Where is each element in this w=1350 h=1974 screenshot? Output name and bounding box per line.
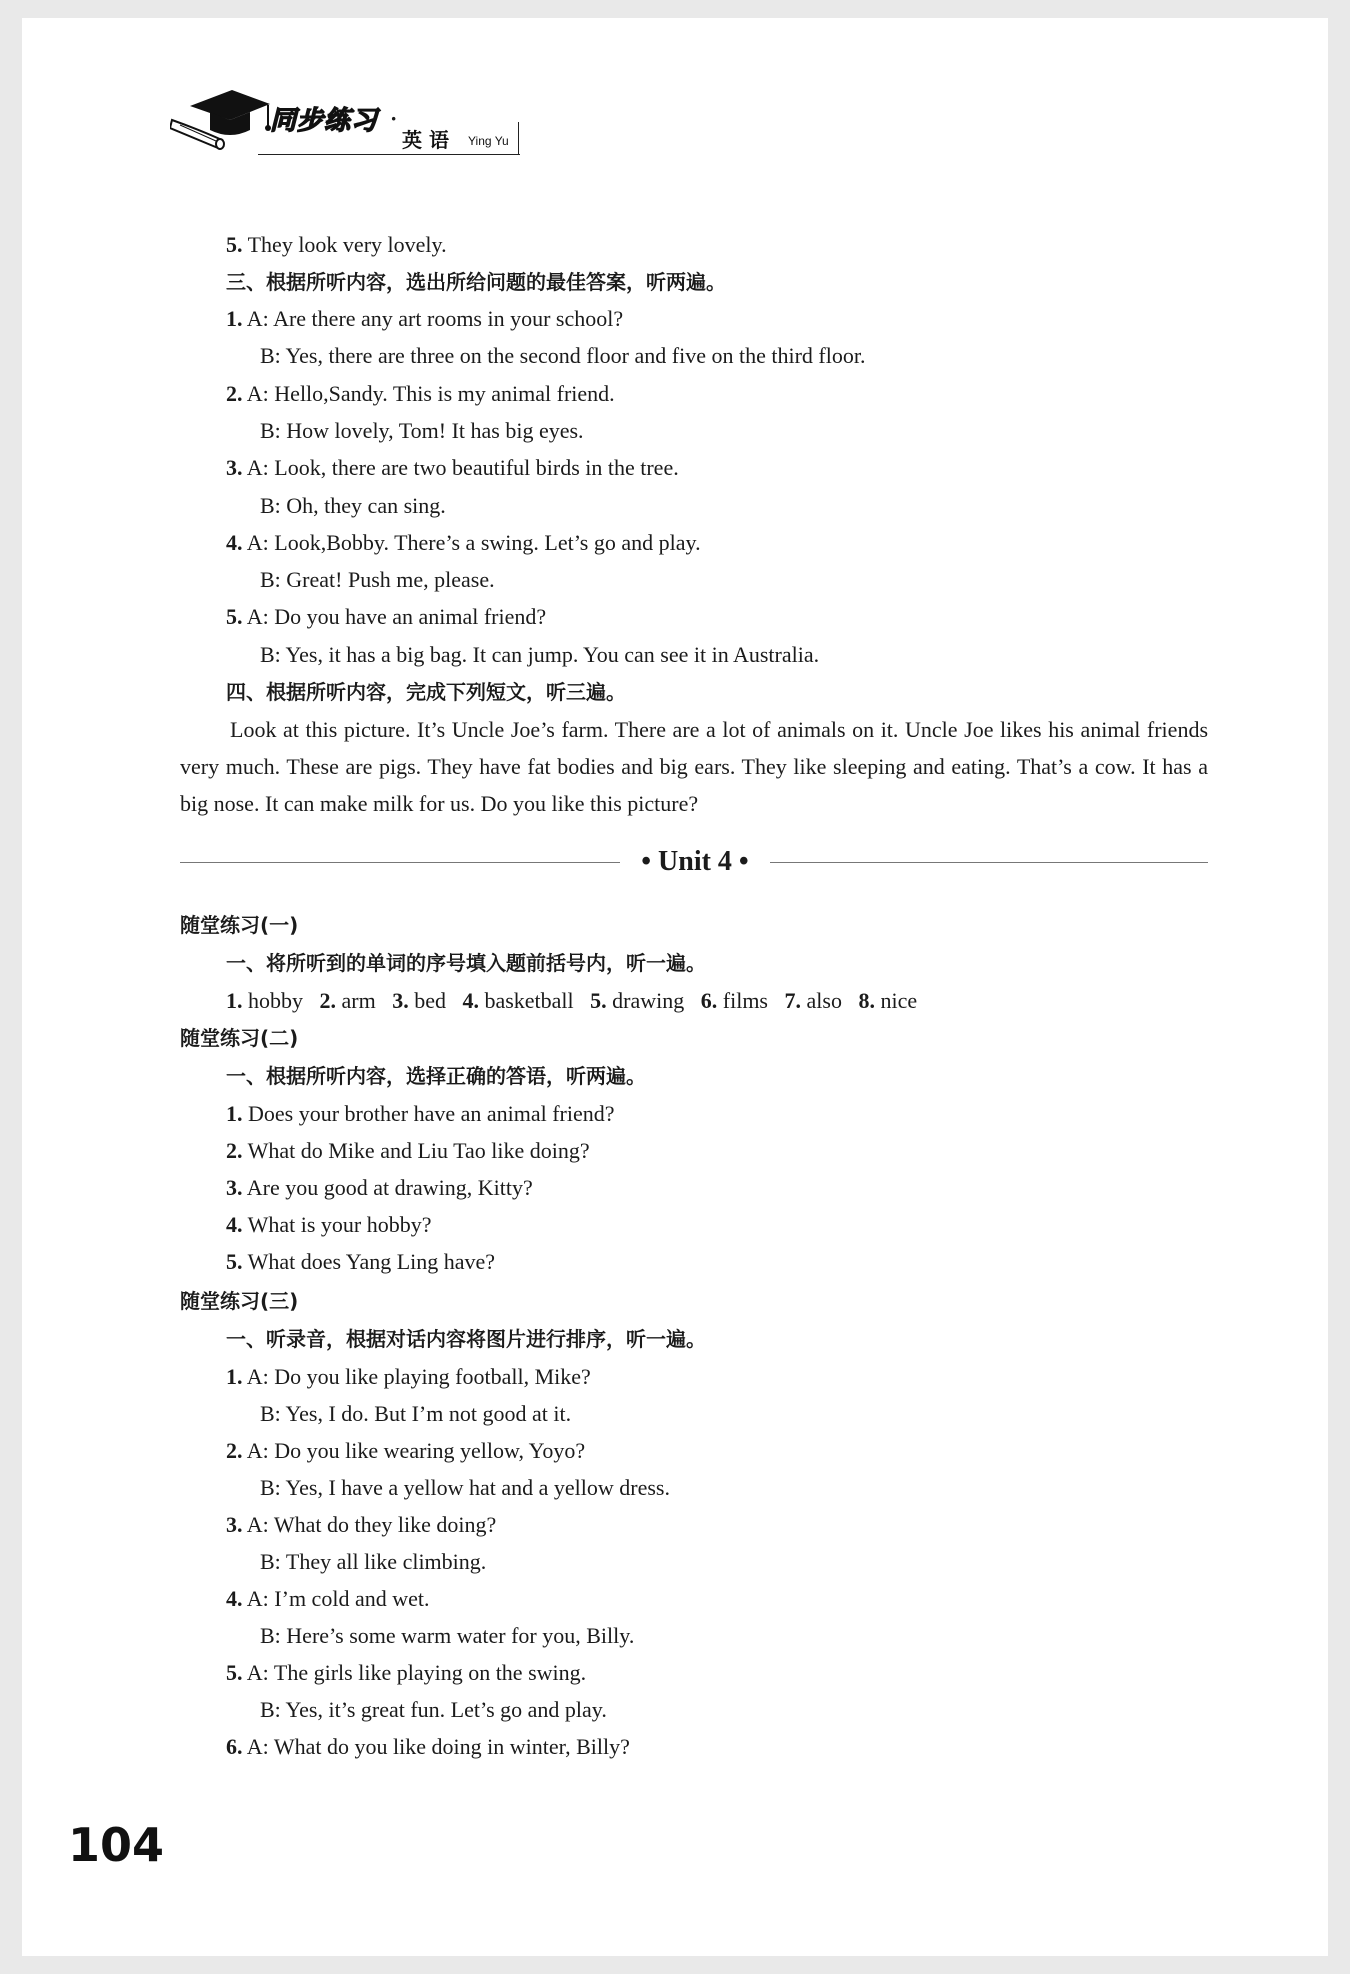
list-item: 2. A: Hello,Sandy. This is my animal friend. xyxy=(226,381,615,406)
list-item-reply: B: Oh, they can sing. xyxy=(260,493,446,518)
subject-pinyin: Ying Yu xyxy=(468,134,509,148)
list-item-reply: B: Yes, it has a big bag. It can jump. You can see it in Australia. xyxy=(260,642,820,667)
list-item: 1. A: Do you like playing football, Mike? xyxy=(226,1364,591,1389)
exercise-title: 随堂练习(三) xyxy=(180,1289,299,1313)
list-item: 3. A: What do they like doing? xyxy=(226,1512,497,1537)
graduation-cap-icon xyxy=(170,78,280,158)
section-heading: 四、根据所听内容，完成下列短文，听三遍。 xyxy=(226,680,626,704)
list-item: 4. A: Look,Bobby. There’s a swing. Let’s go and play. xyxy=(226,530,701,555)
list-item: 2. What do Mike and Liu Tao like doing? xyxy=(226,1138,590,1163)
list-item: 5. A: Do you have an animal friend? xyxy=(226,604,547,629)
list-item-reply: B: Yes, I do. But I’m not good at it. xyxy=(260,1401,572,1426)
page-number: 104 xyxy=(68,1818,165,1872)
list-item: 4. A: I’m cold and wet. xyxy=(226,1586,430,1611)
list-item-reply: B: How lovely, Tom! It has big eyes. xyxy=(260,418,584,443)
list-item: 4. What is your hobby? xyxy=(226,1212,432,1237)
subject-label: 英 语 xyxy=(402,128,449,152)
section-heading: 一、将所听到的单词的序号填入题前括号内，听一遍。 xyxy=(226,951,706,975)
list-item: 1. Does your brother have an animal friend? xyxy=(226,1101,615,1126)
exercise-title: 随堂练习(一) xyxy=(180,913,299,937)
header xyxy=(170,78,530,168)
header-rule xyxy=(258,154,520,155)
list-item-reply: B: Yes, it’s great fun. Let’s go and play. xyxy=(260,1697,607,1722)
exercise-title: 随堂练习(二) xyxy=(180,1026,299,1050)
list-item: 5. They look very lovely. xyxy=(226,232,447,257)
unit-heading xyxy=(180,842,1208,882)
header-dot: · xyxy=(390,106,398,131)
list-item: 5. What does Yang Ling have? xyxy=(226,1249,496,1274)
section-heading: 三、根据所听内容，选出所给问题的最佳答案，听两遍。 xyxy=(226,270,726,294)
series-brand: 同步练习 xyxy=(270,106,379,136)
list-item-reply: B: Great! Push me, please. xyxy=(260,567,495,592)
list-item: 5. A: The girls like playing on the swing. xyxy=(226,1660,587,1685)
list-item-reply: B: Yes, there are three on the second floor and five on the third floor. xyxy=(260,343,866,368)
list-item-reply: B: Yes, I have a yellow hat and a yellow dress. xyxy=(260,1475,670,1500)
list-item: 6. A: What do you like doing in winter, Billy? xyxy=(226,1734,630,1759)
unit-title: • Unit 4 • xyxy=(641,846,749,877)
passage-paragraph: Look at this picture. It’s Uncle Joe’s farm. There are a lot of animals on it. Uncle Joe likes his animal friends very much. These are pigs. They have fat bodies and big ears. They like sleeping and eating. That’s a cow. It has a big nose. It can make milk for us. Do you like this picture? xyxy=(180,717,1208,816)
header-rule-tick xyxy=(518,122,519,155)
list-item-reply: B: Here’s some warm water for you, Billy. xyxy=(260,1623,635,1648)
list-item: 1. A: Are there any art rooms in your school? xyxy=(226,306,624,331)
list-item: 3. A: Look, there are two beautiful birds in the tree. xyxy=(226,455,679,480)
section-heading: 一、听录音，根据对话内容将图片进行排序，听一遍。 xyxy=(226,1327,706,1351)
unit-rule-left xyxy=(180,862,620,863)
word-list: 1. hobby 2. arm 3. bed 4. basketball 5. drawing 6. films 7. also 8. nice xyxy=(226,988,918,1013)
list-item-reply: B: They all like climbing. xyxy=(260,1549,487,1574)
list-item: 3. Are you good at drawing, Kitty? xyxy=(226,1175,533,1200)
section-heading: 一、根据所听内容，选择正确的答语，听两遍。 xyxy=(226,1064,646,1088)
unit-rule-right xyxy=(770,862,1208,863)
list-item: 2. A: Do you like wearing yellow, Yoyo? xyxy=(226,1438,586,1463)
